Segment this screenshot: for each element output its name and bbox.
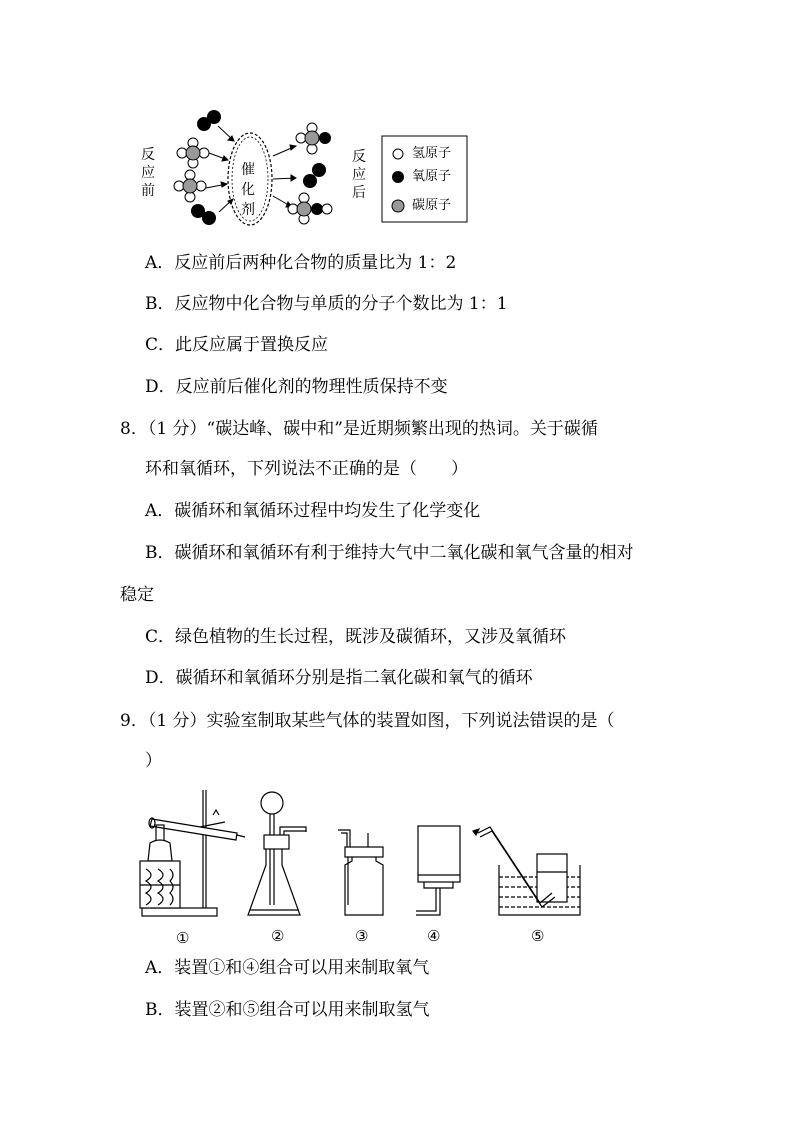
- q7-option-d: D．反应前后催化剂的物理性质保持不变: [145, 377, 448, 397]
- hydrogen-atom-icon: [393, 149, 403, 159]
- apparatus-4-inverted-bottle: [416, 826, 460, 915]
- carbon-atom-icon: [392, 200, 404, 212]
- q7-option-b: B．反应物中化合物与单质的分子个数比为 1：1: [145, 294, 508, 314]
- legend-hydrogen-label: 氢原子: [412, 146, 452, 161]
- catalyst-ellipse: [228, 133, 272, 225]
- apparatus-2-flask-setup: [248, 792, 306, 915]
- legend-carbon-label: 碳原子: [412, 198, 452, 213]
- oxygen-molecule-reactant-2: [191, 204, 216, 225]
- legend-oxygen-label: 氧原子: [412, 169, 452, 184]
- oxygen-atom-icon: [392, 171, 404, 183]
- after-reaction-label: 反应后: [352, 149, 366, 201]
- q9-stem-line-2: ）: [145, 751, 162, 771]
- q9-option-b: B．装置②和⑤组合可以用来制取氢气: [145, 1000, 430, 1020]
- q8-option-c: C．绿色植物的生长过程，既涉及碳循环，又涉及氧循环: [145, 627, 567, 647]
- q9-option-a: A．装置①和④组合可以用来制取氧气: [145, 958, 430, 978]
- q7-option-a: A．反应前后两种化合物的质量比为 1：2: [145, 253, 457, 273]
- apparatus-5-water-trough: [473, 827, 580, 915]
- apparatus-drawing: [0, 785, 794, 945]
- q8-option-a: A．碳循环和氧循环过程中均发生了化学变化: [145, 501, 481, 521]
- q8-stem-line-1: 8．（1 分）“碳达峰、碳中和”是近期频繁出现的热词。关于碳循: [120, 419, 598, 439]
- oxygen-molecule-product: [303, 163, 326, 188]
- oxygen-molecule-reactant-1: [197, 110, 221, 131]
- q8-stem-line-2: 环和氧循环，下列说法不正确的是（ ）: [145, 459, 468, 479]
- methane-molecule-reactant-2: [174, 170, 206, 202]
- apparatus-label-1: ①: [176, 929, 190, 947]
- apparatus-1-heating-setup: [140, 790, 245, 916]
- q9-stem-line-1: 9．（1 分）实验室制取某些气体的装置如图，下列说法错误的是（: [120, 711, 615, 731]
- methane-molecule-product-1: [296, 123, 331, 154]
- catalyst-label: 催化剂: [241, 162, 255, 218]
- methane-molecule-reactant-1: [177, 138, 209, 168]
- q8-option-b-continued: 稳定: [120, 585, 154, 605]
- apparatus-label-5: ⑤: [531, 927, 545, 945]
- apparatus-label-3: ③: [355, 927, 369, 945]
- molecule-diagram: [0, 0, 794, 240]
- q7-option-c: C．此反应属于置换反应: [145, 335, 329, 355]
- before-reaction-label: 反应前: [141, 147, 155, 199]
- methane-molecule-product-2: [288, 193, 332, 224]
- apparatus-label-2: ②: [271, 927, 285, 945]
- apparatus-3-gas-bottle: [338, 830, 383, 915]
- q8-option-b: B．碳循环和氧循环有利于维持大气中二氧化碳和氧气含量的相对: [145, 543, 634, 563]
- apparatus-label-4: ④: [427, 927, 441, 945]
- q8-option-d: D．碳循环和氧循环分别是指二氧化碳和氧气的循环: [145, 668, 533, 688]
